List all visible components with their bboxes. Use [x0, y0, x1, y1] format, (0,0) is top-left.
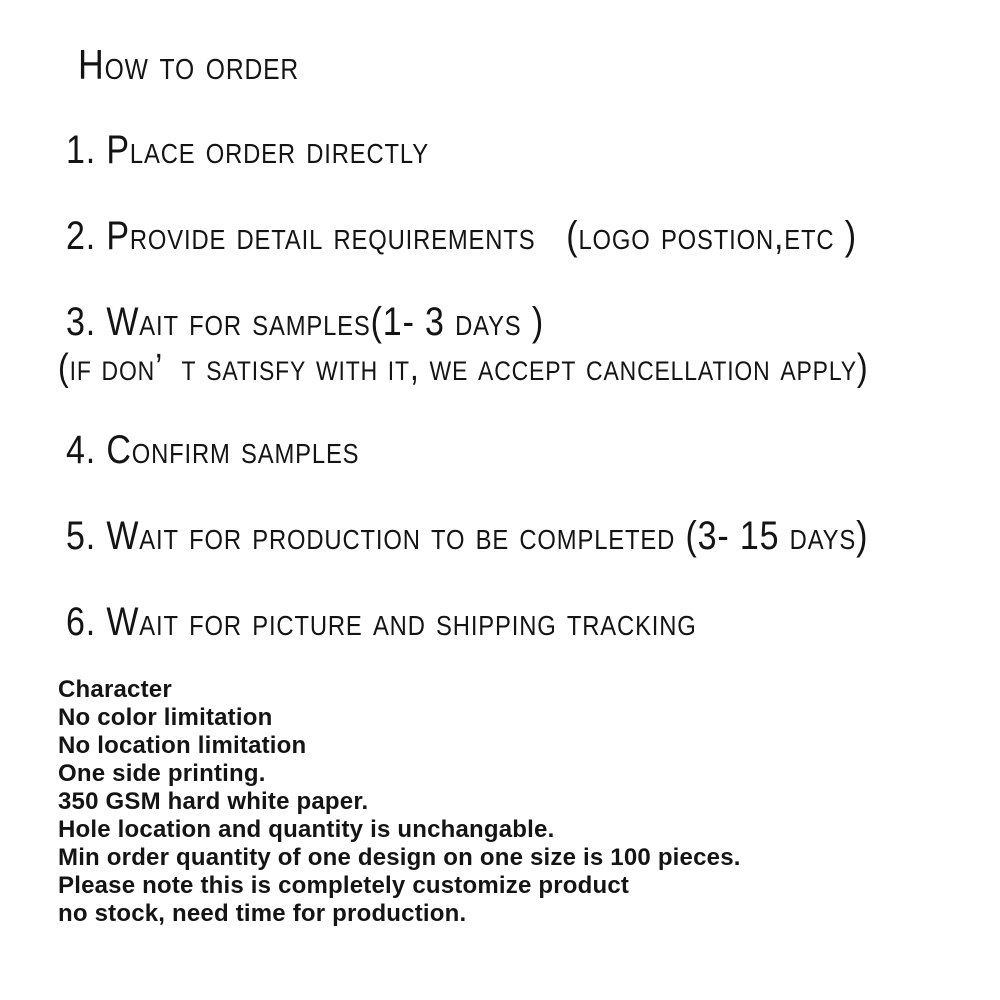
- detail-line-stock: no stock, need time for production.: [58, 900, 467, 927]
- detail-line-character: Character: [58, 676, 172, 703]
- detail-line-paper: 350 GSM hard white paper.: [58, 788, 369, 815]
- detail-line-customize: Please note this is completely customize product: [58, 872, 630, 899]
- steps-list: [58, 128, 1000, 644]
- step-item-3: [58, 300, 1000, 392]
- step-item-4: [66, 428, 1000, 472]
- step-item-5: [66, 514, 1000, 558]
- step-3-label-line: [66, 300, 1000, 344]
- step-2-label: 2. Provide detail requirements (logo postion,etc ): [66, 214, 857, 258]
- step-3-label: 3. Wait for samples(1- 3 days ): [66, 300, 545, 344]
- page-title-text: How to order: [78, 41, 300, 88]
- step-item-2: [66, 214, 1000, 258]
- detail-line-hole: Hole location and quantity is unchangable.: [58, 816, 555, 843]
- detail-line-min-order: Min order quantity of one design on one size is 100 pieces.: [58, 844, 741, 871]
- step-4-label: 4. Confirm samples: [66, 428, 360, 472]
- step-3-note: (if don’ t satisfy with it, we accept cancellation apply): [58, 347, 869, 389]
- detail-line-printing: One side printing.: [58, 760, 266, 787]
- step-item-1: [66, 128, 1000, 172]
- step-5-label: 5. Wait for production to be completed (3- 15 days): [66, 514, 869, 558]
- step-6-label: 6. Wait for picture and shipping tracking: [66, 600, 697, 644]
- step-3-note-line: [58, 344, 1000, 392]
- step-1-label: 1. Place order directly: [66, 128, 429, 172]
- detail-line-location: No location limitation: [58, 732, 307, 759]
- page-title: [78, 42, 1000, 88]
- product-details-list: [58, 676, 1000, 928]
- step-item-6: [66, 600, 1000, 644]
- detail-line-color: No color limitation: [58, 704, 273, 731]
